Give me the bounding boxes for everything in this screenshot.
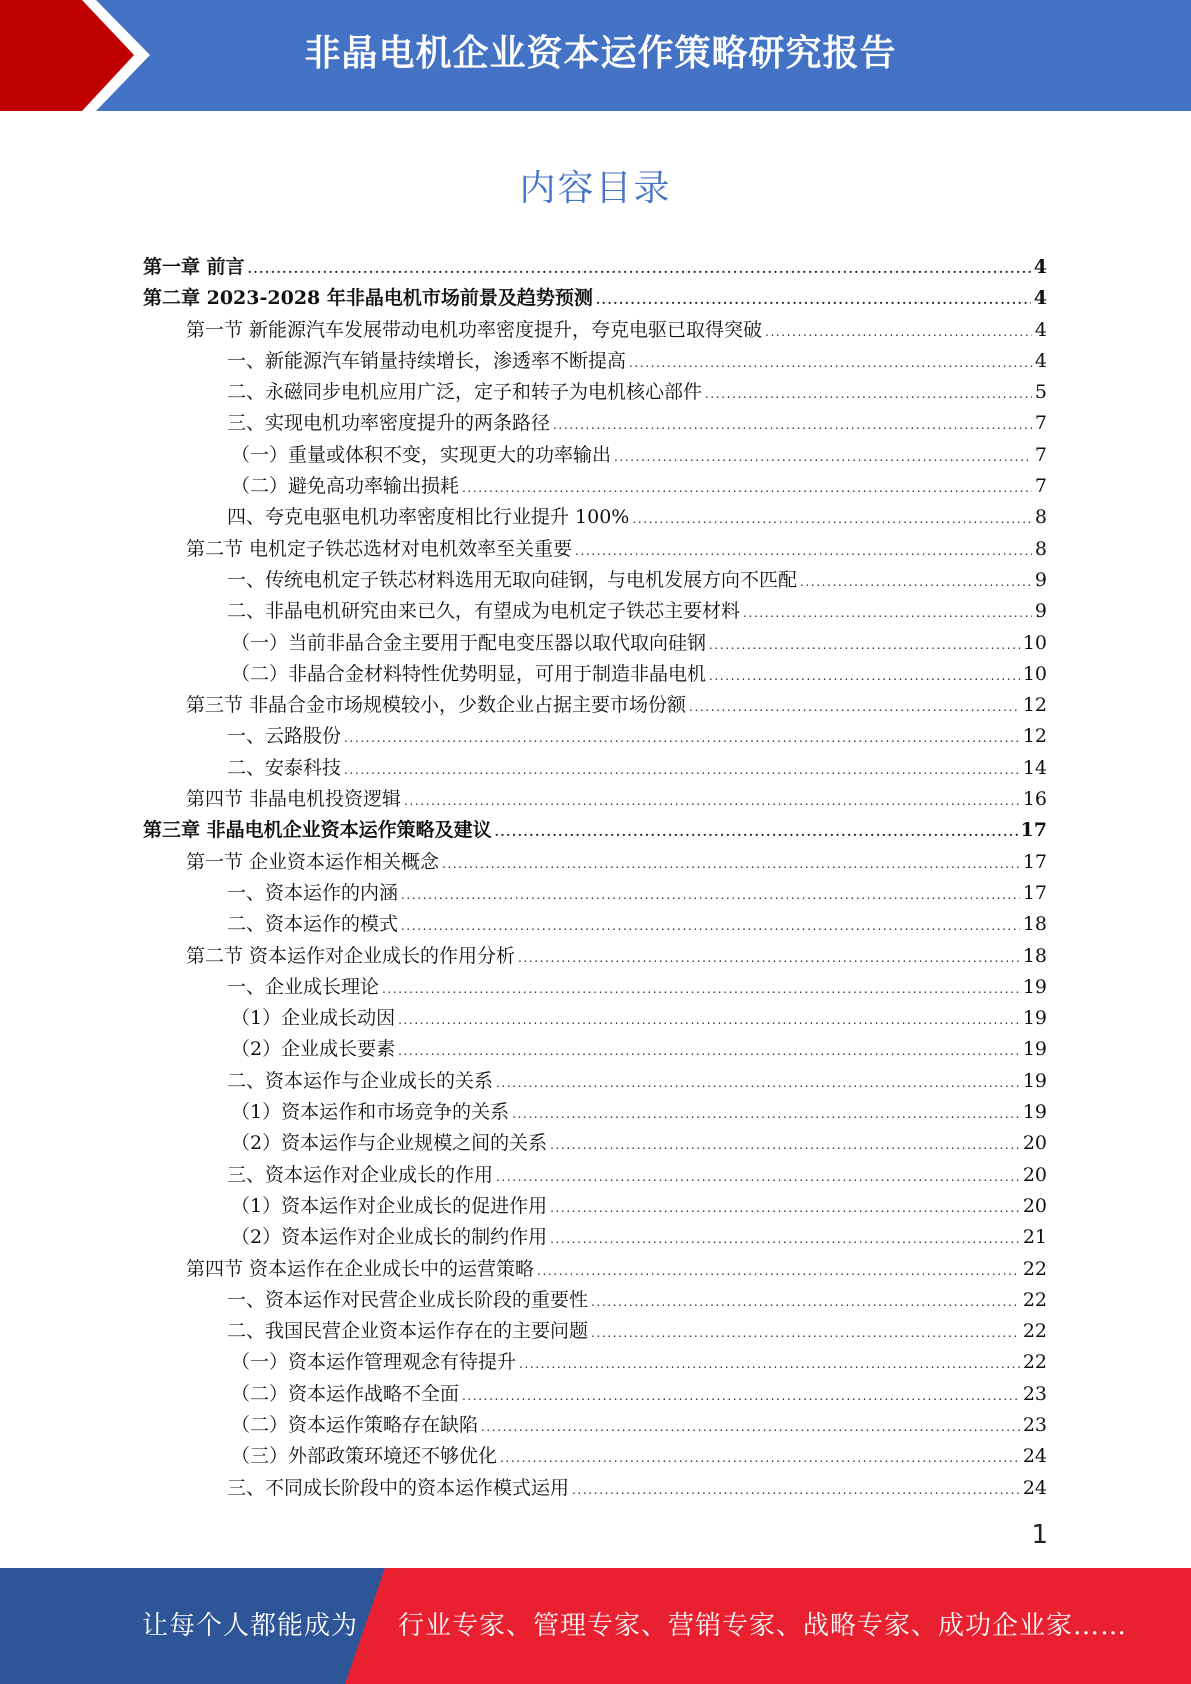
toc-entry[interactable] [143,440,1047,471]
toc-leader-dots [248,254,1031,285]
toc-heading: 内容目录 [519,168,672,209]
toc-leader-dots [575,536,1032,567]
toc-entry-page: 8 [1034,537,1047,560]
toc-leader-dots [709,661,1020,692]
toc-leader-dots [442,849,1020,880]
toc-leader-dots [500,1443,1020,1474]
toc-entry-page: 21 [1022,1226,1047,1249]
toc-leader-dots [591,1287,1020,1318]
toc-entry[interactable] [143,659,1047,690]
toc-entry[interactable] [143,534,1047,565]
toc-entry-text: （1）资本运作对企业成长的促进作用 [231,1194,548,1217]
toc-entry-text: 第四节 资本运作在企业成长中的运营策略 [186,1257,535,1280]
toc-entry-page: 16 [1022,788,1047,811]
toc-leader-dots [512,1099,1020,1130]
toc-entry-page: 17 [1020,819,1047,842]
toc-entry-text: 第二节 电机定子铁芯选材对电机效率至关重要 [186,537,573,560]
toc-entry-page: 18 [1022,944,1047,967]
toc-leader-dots [765,317,1032,348]
toc-leader-dots [481,1412,1020,1443]
toc-entry-text: 一、企业成长理论 [227,975,380,998]
toc-entry[interactable] [143,377,1047,408]
toc-entry[interactable] [143,721,1047,752]
toc-entry-text: （二）避免高功率输出损耗 [231,475,460,498]
toc-entry-text: 三、资本运作对企业成长的作用 [227,1163,494,1186]
toc-leader-dots [401,911,1020,942]
toc-entry-text: 第二节 资本运作对企业成长的作用分析 [186,944,516,967]
toc-entry-page: 20 [1022,1163,1047,1186]
toc-entry-page: 17 [1022,881,1047,904]
toc-entry-page: 22 [1022,1288,1047,1311]
toc-leader-dots [344,723,1020,754]
toc-entry-text: 四、夸克电驱电机功率密度相比行业提升 100% [227,506,630,529]
toc-entry-text: 第四节 非晶电机投资逻辑 [186,788,402,811]
toc-leader-dots [382,974,1020,1005]
toc-entry-text: 一、新能源汽车销量持续增长，渗透率不断提高 [227,349,627,372]
toc-leader-dots [398,1036,1020,1067]
toc-entry-page: 19 [1022,1038,1047,1061]
toc-entry-page: 24 [1022,1445,1047,1468]
toc-leader-dots [462,1381,1020,1412]
toc-entry[interactable] [143,1003,1047,1034]
toc-entry-page: 22 [1022,1351,1047,1374]
toc-leader-dots [550,1193,1020,1224]
toc-entry-text: 二、我国民营企业资本运作存在的主要问题 [227,1320,589,1343]
toc-entry-page: 20 [1022,1194,1047,1217]
toc-entry[interactable] [143,1441,1047,1472]
toc-entry-text: 第二章 2023-2028 年非晶电机市场前景及趋势预测 [143,287,593,310]
toc-entry-text: 三、不同成长阶段中的资本运作模式运用 [227,1476,570,1499]
toc-leader-dots [398,1005,1020,1036]
report-title: 非晶电机企业资本运作策略研究报告 [304,33,897,74]
toc-entry-page: 4 [1033,287,1047,310]
toc-leader-dots [705,379,1032,410]
toc-entry[interactable] [143,252,1047,283]
toc-entry[interactable] [143,878,1047,909]
toc-entry-text: （二）资本运作策略存在缺陷 [231,1413,479,1436]
toc-entry[interactable] [143,1347,1047,1378]
toc-entry-page: 5 [1034,381,1047,404]
toc-entry-page: 22 [1022,1257,1047,1280]
toc-entry-text: （1）企业成长动因 [231,1007,396,1030]
toc-entry[interactable] [143,1034,1047,1065]
toc-entry[interactable] [143,1128,1047,1159]
toc-leader-dots [632,504,1032,535]
toc-entry[interactable] [143,1379,1047,1410]
toc-entry-page: 23 [1022,1413,1047,1436]
toc-entry[interactable] [143,972,1047,1003]
toc-leader-dots [743,598,1032,629]
toc-entry[interactable] [143,1191,1047,1222]
footer-band [0,1568,1191,1684]
toc-entry-text: 二、资本运作的模式 [227,913,399,936]
toc-entry[interactable] [143,502,1047,533]
toc-entry[interactable] [143,408,1047,439]
toc-leader-dots [689,692,1020,723]
toc-leader-dots [518,943,1020,974]
toc-entry-page: 7 [1034,475,1047,498]
toc-entry-page: 20 [1022,1132,1047,1155]
toc-entry-page: 10 [1022,631,1047,654]
toc-leader-dots [572,1475,1020,1506]
toc-entry-text: （二）资本运作战略不全面 [231,1382,460,1405]
toc-entry-text: 一、资本运作对民营企业成长阶段的重要性 [227,1288,589,1311]
toc-entry[interactable] [143,941,1047,972]
toc-leader-dots [496,1068,1020,1099]
toc-leader-dots [629,348,1032,379]
toc-entry-text: （二）非晶合金材料特性优势明显，可用于制造非晶电机 [231,662,707,685]
toc-entry[interactable] [143,1097,1047,1128]
toc-entry-text: 第一章 前言 [143,256,245,278]
toc-entry-page: 17 [1022,850,1047,873]
toc-entry[interactable] [143,1473,1047,1504]
toc-entry[interactable] [143,815,1047,846]
toc-entry-text: （一）重量或体积不变，实现更大的功率输出 [231,443,612,466]
toc-leader-dots [401,880,1020,911]
toc-entry-page: 18 [1022,913,1047,936]
toc-leader-dots [496,1162,1020,1193]
toc-entry-page: 12 [1022,694,1047,717]
toc-entry[interactable] [143,847,1047,878]
toc-entry-text: 三、实现电机功率密度提升的两条路径 [227,412,551,435]
toc-entry[interactable] [143,1285,1047,1316]
toc-entry-text: （1）资本运作和市场竞争的关系 [231,1101,510,1124]
toc-entry-text: （2）资本运作对企业成长的制约作用 [231,1226,548,1249]
toc-entry-text: 第一节 企业资本运作相关概念 [186,850,440,873]
toc-entry-text: （2）资本运作与企业规模之间的关系 [231,1132,548,1155]
toc-entry-text: 二、永磁同步电机应用广泛，定子和转子为电机核心部件 [227,381,703,404]
toc-entry-text: 二、安泰科技 [227,756,342,779]
toc-leader-dots [550,1130,1020,1161]
toc-entry-text: 一、资本运作的内涵 [227,881,399,904]
toc-entry-text: （一）当前非晶合金主要用于配电变压器以取代取向硅钢 [231,631,707,654]
footer-slogan-left: 让每个人都能成为 [142,1611,359,1641]
toc-entry[interactable] [143,690,1047,721]
toc-entry-text: 二、非晶电机研究由来已久，有望成为电机定子铁芯主要材料 [227,600,741,623]
toc-entry-page: 9 [1034,568,1047,591]
toc-leader-dots [596,285,1031,316]
toc-entry[interactable] [143,596,1047,627]
toc-entry[interactable] [143,784,1047,815]
toc-entry-page: 19 [1022,1007,1047,1030]
toc-entry-text: 第一节 新能源汽车发展带动电机功率密度提升，夸克电驱已取得突破 [186,318,763,341]
toc-entry-page: 24 [1022,1476,1047,1499]
toc-entry[interactable] [143,346,1047,377]
toc-entry-page: 19 [1022,1101,1047,1124]
toc-entry-page: 4 [1034,349,1047,372]
toc-entry-page: 7 [1034,443,1047,466]
toc-entry-page: 19 [1022,975,1047,998]
toc-leader-dots [519,1349,1020,1380]
toc-entry[interactable] [143,1254,1047,1285]
toc-entry[interactable] [143,1222,1047,1253]
toc-entry-page: 22 [1022,1320,1047,1343]
toc-entry-text: （2）企业成长要素 [231,1038,396,1061]
toc-leader-dots [800,567,1032,598]
toc-entry-text: （一）资本运作管理观念有待提升 [231,1351,517,1374]
toc-entry-page: 4 [1033,256,1047,278]
toc-leader-dots [462,473,1032,504]
toc-leader-dots [614,442,1032,473]
table-of-contents [143,252,1047,1504]
toc-entry-text: 第三节 非晶合金市场规模较小，少数企业占据主要市场份额 [186,694,687,717]
toc-entry[interactable] [143,315,1047,346]
toc-entry[interactable] [143,1160,1047,1191]
toc-entry-page: 4 [1034,318,1047,341]
toc-leader-dots [495,817,1018,848]
toc-entry[interactable] [143,1316,1047,1347]
toc-leader-dots [344,755,1020,786]
toc-entry-page: 12 [1022,725,1047,748]
page-number: 1 [1031,1520,1048,1550]
toc-entry[interactable] [143,471,1047,502]
toc-leader-dots [591,1318,1020,1349]
toc-entry-page: 7 [1034,412,1047,435]
toc-entry[interactable] [143,1410,1047,1441]
toc-entry[interactable] [143,565,1047,596]
toc-entry-text: 一、传统电机定子铁芯材料选用无取向硅钢，与电机发展方向不匹配 [227,568,798,591]
toc-entry[interactable] [143,753,1047,784]
toc-entry[interactable] [143,283,1047,314]
toc-entry[interactable] [143,1066,1047,1097]
header-band [0,0,1191,111]
toc-entry[interactable] [143,909,1047,940]
toc-entry-text: 一、云路股份 [227,725,342,748]
toc-entry[interactable] [143,628,1047,659]
toc-leader-dots [404,786,1020,817]
footer-slogan-right: 行业专家、管理专家、营销专家、战略专家、成功企业家…… [398,1611,1128,1641]
toc-entry-page: 9 [1034,600,1047,623]
toc-entry-page: 19 [1022,1069,1047,1092]
toc-entry-page: 14 [1022,756,1047,779]
toc-leader-dots [550,1224,1020,1255]
toc-leader-dots [537,1256,1020,1287]
toc-entry-text: 第三章 非晶电机企业资本运作策略及建议 [143,819,492,842]
toc-leader-dots [553,410,1032,441]
toc-entry-page: 10 [1022,662,1047,685]
toc-entry-page: 23 [1022,1382,1047,1405]
toc-leader-dots [709,630,1020,661]
toc-entry-text: （三）外部政策环境还不够优化 [231,1445,498,1468]
toc-entry-page: 8 [1034,506,1047,529]
toc-entry-text: 二、资本运作与企业成长的关系 [227,1069,494,1092]
